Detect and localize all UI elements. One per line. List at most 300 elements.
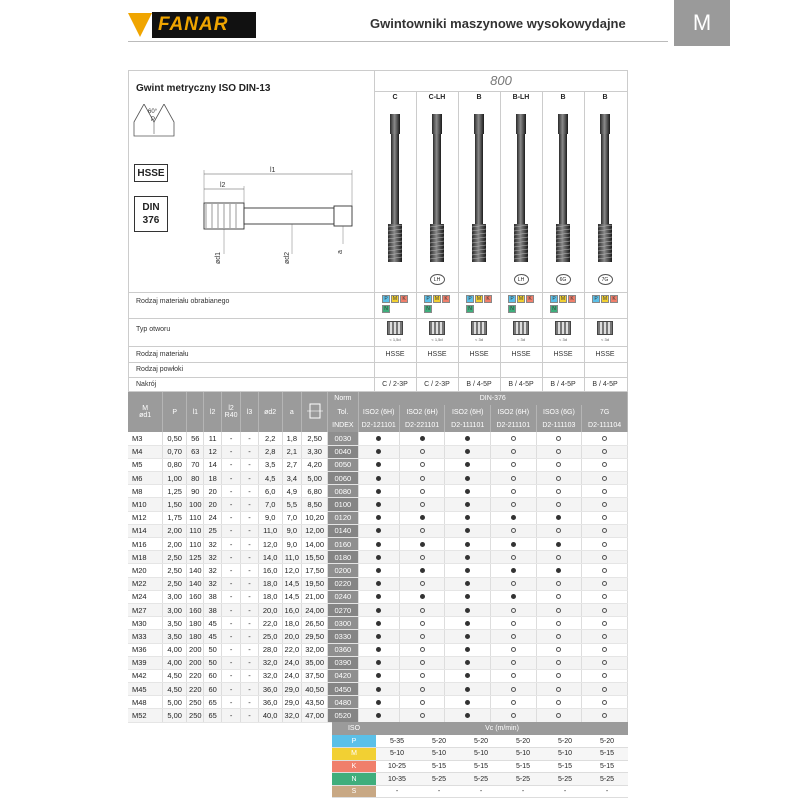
availability-cell xyxy=(582,630,628,643)
cell-r40: - xyxy=(221,643,241,656)
availability-cell xyxy=(358,551,399,564)
available-dot-icon xyxy=(376,700,381,705)
cell-sq: 20,0 xyxy=(282,630,302,643)
on-request-dot-icon xyxy=(602,673,607,678)
on-request-dot-icon xyxy=(511,673,516,678)
cell-sq: 29,0 xyxy=(282,696,302,709)
availability-cell xyxy=(536,511,582,524)
availability-cell xyxy=(582,709,628,722)
availability-cell xyxy=(491,511,537,524)
header-norm-value: DIN-376 xyxy=(358,392,627,405)
on-request-dot-icon xyxy=(602,568,607,573)
available-dot-icon xyxy=(465,555,470,560)
available-dot-icon xyxy=(376,660,381,665)
vc-value: 5-35 xyxy=(376,735,418,748)
column-tolerance: ISO3 (6G) xyxy=(536,405,582,419)
cell-l2: 60 xyxy=(204,669,221,682)
on-request-dot-icon xyxy=(602,542,607,547)
vc-value: 5-20 xyxy=(502,735,544,748)
cell-sq: 4,9 xyxy=(282,485,302,498)
cell-index: 0270 xyxy=(328,603,358,616)
row-divider xyxy=(128,377,628,378)
cell-l2: 65 xyxy=(204,709,221,722)
availability-cell xyxy=(358,669,399,682)
availability-cell xyxy=(491,472,537,485)
cell-p: 2,50 xyxy=(163,551,187,564)
available-dot-icon xyxy=(420,436,425,441)
on-request-dot-icon xyxy=(556,436,561,441)
column-tolerance: ISO2 (6H) xyxy=(399,405,445,419)
cell-d2: 25,0 xyxy=(258,630,282,643)
tap-symbol xyxy=(584,274,626,288)
available-dot-icon xyxy=(376,555,381,560)
availability-cell xyxy=(445,498,491,511)
header-divider xyxy=(128,41,668,42)
on-request-dot-icon xyxy=(420,489,425,494)
cell-p: 4,00 xyxy=(163,643,187,656)
material-code-badge: M xyxy=(476,296,482,302)
on-request-dot-icon xyxy=(511,608,516,613)
available-dot-icon xyxy=(556,515,561,520)
cell-d2: 18,0 xyxy=(258,590,282,603)
header-p: P xyxy=(163,392,187,432)
vc-iso-code: M xyxy=(332,748,376,761)
material-code-badge: K xyxy=(610,295,618,303)
on-request-dot-icon xyxy=(602,476,607,481)
cell-a: 14,00 xyxy=(302,538,328,551)
on-request-dot-icon xyxy=(420,647,425,652)
on-request-dot-icon xyxy=(420,462,425,467)
cell-m: M20 xyxy=(128,564,163,577)
hole-depth-note: < 3d xyxy=(475,337,483,342)
availability-cell xyxy=(582,656,628,669)
available-dot-icon xyxy=(465,515,470,520)
availability-cell xyxy=(358,643,399,656)
row-label-hole-type: Typ otworu xyxy=(136,326,171,333)
cell-index: 0080 xyxy=(328,485,358,498)
cell-index: 0030 xyxy=(328,432,358,445)
cell-r40: - xyxy=(221,485,241,498)
availability-cell xyxy=(536,630,582,643)
vc-iso-code: S xyxy=(332,785,376,798)
header-tol-label: Tol. xyxy=(328,405,358,419)
availability-cell xyxy=(445,577,491,590)
on-request-dot-icon xyxy=(511,687,516,692)
cell-l1: 200 xyxy=(187,643,204,656)
availability-cell xyxy=(358,709,399,722)
on-request-dot-icon xyxy=(420,502,425,507)
cell-l1: 250 xyxy=(187,696,204,709)
available-dot-icon xyxy=(420,542,425,547)
available-dot-icon xyxy=(376,621,381,626)
availability-cell xyxy=(582,485,628,498)
cell-m: M33 xyxy=(128,630,163,643)
availability-cell xyxy=(582,458,628,471)
cell-r40: - xyxy=(221,498,241,511)
cell-p: 2,00 xyxy=(163,524,187,537)
material-code-badge: N xyxy=(466,305,474,313)
cell-l2: 20 xyxy=(204,485,221,498)
header-m-label: M xyxy=(142,405,149,412)
vc-value: 5-10 xyxy=(376,748,418,761)
availability-cell xyxy=(582,617,628,630)
availability-cell xyxy=(399,643,445,656)
column-index: D2-221101 xyxy=(399,419,445,432)
availability-cell xyxy=(399,472,445,485)
on-request-dot-icon xyxy=(511,660,516,665)
cell-l2: 50 xyxy=(204,643,221,656)
cell-l2: 50 xyxy=(204,656,221,669)
cell-l3: - xyxy=(241,683,258,696)
available-dot-icon xyxy=(376,542,381,547)
cell-a: 32,00 xyxy=(302,643,328,656)
availability-cell xyxy=(399,630,445,643)
available-dot-icon xyxy=(465,634,470,639)
availability-cell xyxy=(536,458,582,471)
vc-value: 5-15 xyxy=(544,760,586,773)
a-label: a xyxy=(337,250,344,254)
column-type-header: B-LH xyxy=(512,94,530,101)
availability-cell xyxy=(491,603,537,616)
on-request-dot-icon xyxy=(511,436,516,441)
availability-cell xyxy=(536,617,582,630)
cell-m: M39 xyxy=(128,656,163,669)
cell-a: 19,50 xyxy=(302,577,328,590)
d2-label: ød2 xyxy=(284,251,291,264)
cell-index: 0300 xyxy=(328,617,358,630)
availability-cell xyxy=(358,577,399,590)
availability-cell xyxy=(582,472,628,485)
on-request-dot-icon xyxy=(420,673,425,678)
vc-value: 5-15 xyxy=(418,760,460,773)
vc-value: 5-10 xyxy=(544,748,586,761)
availability-cell xyxy=(399,590,445,603)
on-request-dot-icon xyxy=(602,515,607,520)
availability-cell xyxy=(491,564,537,577)
availability-cell xyxy=(582,564,628,577)
cell-a: 47,00 xyxy=(302,709,328,722)
cell-d2: 3,5 xyxy=(258,458,282,471)
on-request-dot-icon xyxy=(556,528,561,533)
cell-m: M18 xyxy=(128,551,163,564)
available-dot-icon xyxy=(465,608,470,613)
cell-index: 0050 xyxy=(328,458,358,471)
cell-l2: 32 xyxy=(204,551,221,564)
availability-cell xyxy=(445,551,491,564)
material-code-badge: K xyxy=(400,295,408,303)
availability-cell xyxy=(582,551,628,564)
cell-l3: - xyxy=(241,669,258,682)
availability-cell xyxy=(536,472,582,485)
table-row xyxy=(128,643,628,656)
cell-sq: 24,0 xyxy=(282,669,302,682)
vc-value: 5-20 xyxy=(544,735,586,748)
availability-cell xyxy=(491,643,537,656)
on-request-dot-icon xyxy=(511,647,516,652)
material-code-badge: K xyxy=(442,295,450,303)
column-type-header: B xyxy=(560,94,566,101)
on-request-dot-icon xyxy=(420,687,425,692)
cell-d2: 22,0 xyxy=(258,617,282,630)
availability-cell xyxy=(358,445,399,458)
vc-value: 5-15 xyxy=(502,760,544,773)
cell-r40: - xyxy=(221,445,241,458)
cell-m: M16 xyxy=(128,538,163,551)
material-code-badge: M xyxy=(392,296,398,302)
availability-cell xyxy=(491,656,537,669)
table-row xyxy=(128,669,628,682)
vc-value: 5-25 xyxy=(460,773,502,786)
availability-cell xyxy=(491,445,537,458)
availability-cell xyxy=(536,603,582,616)
cell-sq: 32,0 xyxy=(282,709,302,722)
availability-cell xyxy=(358,458,399,471)
on-request-dot-icon xyxy=(556,462,561,467)
available-dot-icon xyxy=(465,449,470,454)
available-dot-icon xyxy=(465,713,470,718)
availability-cell xyxy=(399,432,445,445)
cell-r40: - xyxy=(221,524,241,537)
cell-l1: 140 xyxy=(187,564,204,577)
table-row xyxy=(128,603,628,616)
cell-index: 0390 xyxy=(328,656,358,669)
availability-cell xyxy=(358,498,399,511)
vc-row xyxy=(332,785,628,798)
sizes-table xyxy=(128,392,628,723)
cell-l2: 18 xyxy=(204,472,221,485)
vc-value: 5-25 xyxy=(544,773,586,786)
norm-box-line2: 376 xyxy=(142,215,160,226)
vc-value: 5-20 xyxy=(418,735,460,748)
material-code-badge: N xyxy=(382,305,390,313)
cell-l2: 32 xyxy=(204,538,221,551)
on-request-dot-icon xyxy=(602,621,607,626)
hole-type-icon xyxy=(500,321,542,343)
cell-p: 0,50 xyxy=(163,432,187,445)
tap-image xyxy=(374,110,416,272)
on-request-dot-icon xyxy=(602,436,607,441)
material-codes xyxy=(374,293,416,317)
cell-a: 6,80 xyxy=(302,485,328,498)
on-request-dot-icon xyxy=(420,555,425,560)
on-request-dot-icon xyxy=(511,528,516,533)
on-request-dot-icon xyxy=(602,462,607,467)
cell-p: 4,50 xyxy=(163,683,187,696)
column-tolerance: ISO2 (6H) xyxy=(358,405,399,419)
cell-d2: 36,0 xyxy=(258,696,282,709)
material-code-badge: P xyxy=(592,295,600,303)
available-dot-icon xyxy=(465,647,470,652)
cell-a: 26,50 xyxy=(302,617,328,630)
on-request-dot-icon xyxy=(511,489,516,494)
cell-index: 0330 xyxy=(328,630,358,643)
material-box: HSSE xyxy=(134,164,168,182)
column-type-header: C-LH xyxy=(428,94,446,101)
cell-l2: 45 xyxy=(204,630,221,643)
cell-p: 1,25 xyxy=(163,485,187,498)
cell-index: 0060 xyxy=(328,472,358,485)
available-dot-icon xyxy=(465,436,470,441)
table-row xyxy=(128,485,628,498)
availability-cell xyxy=(358,656,399,669)
table-row xyxy=(128,445,628,458)
column-type-header: B xyxy=(602,94,608,101)
cell-m: M22 xyxy=(128,577,163,590)
cell-m: M24 xyxy=(128,590,163,603)
availability-cell xyxy=(536,643,582,656)
material-code-badge: M xyxy=(560,296,566,302)
cell-l2: 25 xyxy=(204,524,221,537)
availability-cell xyxy=(358,683,399,696)
table-row xyxy=(128,617,628,630)
cell-d2: 32,0 xyxy=(258,669,282,682)
on-request-dot-icon xyxy=(556,581,561,586)
cell-l3: - xyxy=(241,603,258,616)
material-code-badge: P xyxy=(424,295,432,303)
column-index: D2-111104 xyxy=(582,419,628,432)
vc-value: 5-10 xyxy=(502,748,544,761)
cell-p: 2,50 xyxy=(163,564,187,577)
availability-cell xyxy=(445,630,491,643)
cell-index: 0240 xyxy=(328,590,358,603)
header-l1: l1 xyxy=(187,392,204,432)
cell-p: 1,50 xyxy=(163,498,187,511)
availability-cell xyxy=(582,590,628,603)
vc-value: 10-25 xyxy=(376,760,418,773)
cell-l3: - xyxy=(241,590,258,603)
tap-symbol xyxy=(416,274,458,288)
cell-index: 0480 xyxy=(328,696,358,709)
availability-cell xyxy=(445,511,491,524)
cell-a: 17,50 xyxy=(302,564,328,577)
availability-cell xyxy=(536,577,582,590)
availability-cell xyxy=(358,432,399,445)
cell-l3: - xyxy=(241,656,258,669)
cell-sq: 5,5 xyxy=(282,498,302,511)
cell-r40: - xyxy=(221,590,241,603)
cell-l3: - xyxy=(241,432,258,445)
material-value: HSSE xyxy=(511,351,531,358)
cell-r40: - xyxy=(221,432,241,445)
page-title: Gwintowniki maszynowe wysokowydajne xyxy=(370,16,626,31)
on-request-dot-icon xyxy=(556,660,561,665)
material-value: HSSE xyxy=(385,351,405,358)
availability-cell xyxy=(536,590,582,603)
on-request-dot-icon xyxy=(420,660,425,665)
cell-l2: 38 xyxy=(204,590,221,603)
page-header xyxy=(0,0,800,58)
cell-m: M3 xyxy=(128,432,163,445)
vc-value: 5-10 xyxy=(418,748,460,761)
on-request-dot-icon xyxy=(602,687,607,692)
column-index: D2-211101 xyxy=(491,419,537,432)
cell-m: M8 xyxy=(128,485,163,498)
on-request-dot-icon xyxy=(556,594,561,599)
vc-value: - xyxy=(376,785,418,798)
tap-symbol xyxy=(500,274,542,288)
vc-value: 10-35 xyxy=(376,773,418,786)
cell-d2: 7,0 xyxy=(258,498,282,511)
cell-d2: 6,0 xyxy=(258,485,282,498)
availability-cell xyxy=(445,472,491,485)
on-request-dot-icon xyxy=(602,555,607,560)
hole-icon xyxy=(513,321,529,335)
cell-a: 43,50 xyxy=(302,696,328,709)
table-row xyxy=(128,656,628,669)
cell-l2: 60 xyxy=(204,683,221,696)
available-dot-icon xyxy=(465,476,470,481)
material-code-badge: K xyxy=(568,295,576,303)
availability-cell xyxy=(399,564,445,577)
cell-index: 0220 xyxy=(328,577,358,590)
row-divider xyxy=(128,292,628,293)
material-value: HSSE xyxy=(427,351,447,358)
material-code-badge: N xyxy=(508,305,516,313)
availability-cell xyxy=(399,498,445,511)
material-codes xyxy=(542,293,584,317)
tap-symbol xyxy=(542,274,584,288)
availability-cell xyxy=(491,590,537,603)
availability-cell xyxy=(491,683,537,696)
cell-r40: - xyxy=(221,696,241,709)
hole-depth-note: < 3d xyxy=(517,337,525,342)
cell-l3: - xyxy=(241,630,258,643)
cell-r40: - xyxy=(221,603,241,616)
on-request-dot-icon xyxy=(556,673,561,678)
vc-value: 5-25 xyxy=(502,773,544,786)
material-code-badge: P xyxy=(466,295,474,303)
cell-l1: 125 xyxy=(187,551,204,564)
cell-l2: 32 xyxy=(204,577,221,590)
cell-m: M27 xyxy=(128,603,163,616)
on-request-dot-icon xyxy=(511,449,516,454)
on-request-dot-icon xyxy=(511,713,516,718)
vc-value: 5-15 xyxy=(586,760,628,773)
cell-r40: - xyxy=(221,630,241,643)
availability-cell xyxy=(399,696,445,709)
availability-cell xyxy=(399,458,445,471)
availability-cell xyxy=(582,603,628,616)
vc-row xyxy=(332,773,628,786)
cell-l2: 38 xyxy=(204,603,221,616)
cell-a: 12,00 xyxy=(302,524,328,537)
material-code-badge: M xyxy=(434,296,440,302)
on-request-dot-icon xyxy=(556,489,561,494)
availability-cell xyxy=(399,709,445,722)
table-row xyxy=(128,696,628,709)
cell-l3: - xyxy=(241,472,258,485)
cell-l1: 180 xyxy=(187,630,204,643)
on-request-dot-icon xyxy=(511,502,516,507)
cell-a: 3,30 xyxy=(302,445,328,458)
tap-symbol-label: LH xyxy=(430,274,445,285)
row-label-nakroj: Nakrój xyxy=(136,381,157,388)
cell-d2: 12,0 xyxy=(258,538,282,551)
on-request-dot-icon xyxy=(420,528,425,533)
available-dot-icon xyxy=(376,515,381,520)
hole-type-icon xyxy=(542,321,584,343)
column-index: D2-111101 xyxy=(445,419,491,432)
material-code-badge: P xyxy=(508,295,516,303)
availability-cell xyxy=(445,538,491,551)
on-request-dot-icon xyxy=(420,621,425,626)
table-row xyxy=(128,524,628,537)
table-row xyxy=(128,511,628,524)
cell-p: 1,75 xyxy=(163,511,187,524)
availability-cell xyxy=(358,603,399,616)
availability-cell xyxy=(536,524,582,537)
table-row xyxy=(128,498,628,511)
